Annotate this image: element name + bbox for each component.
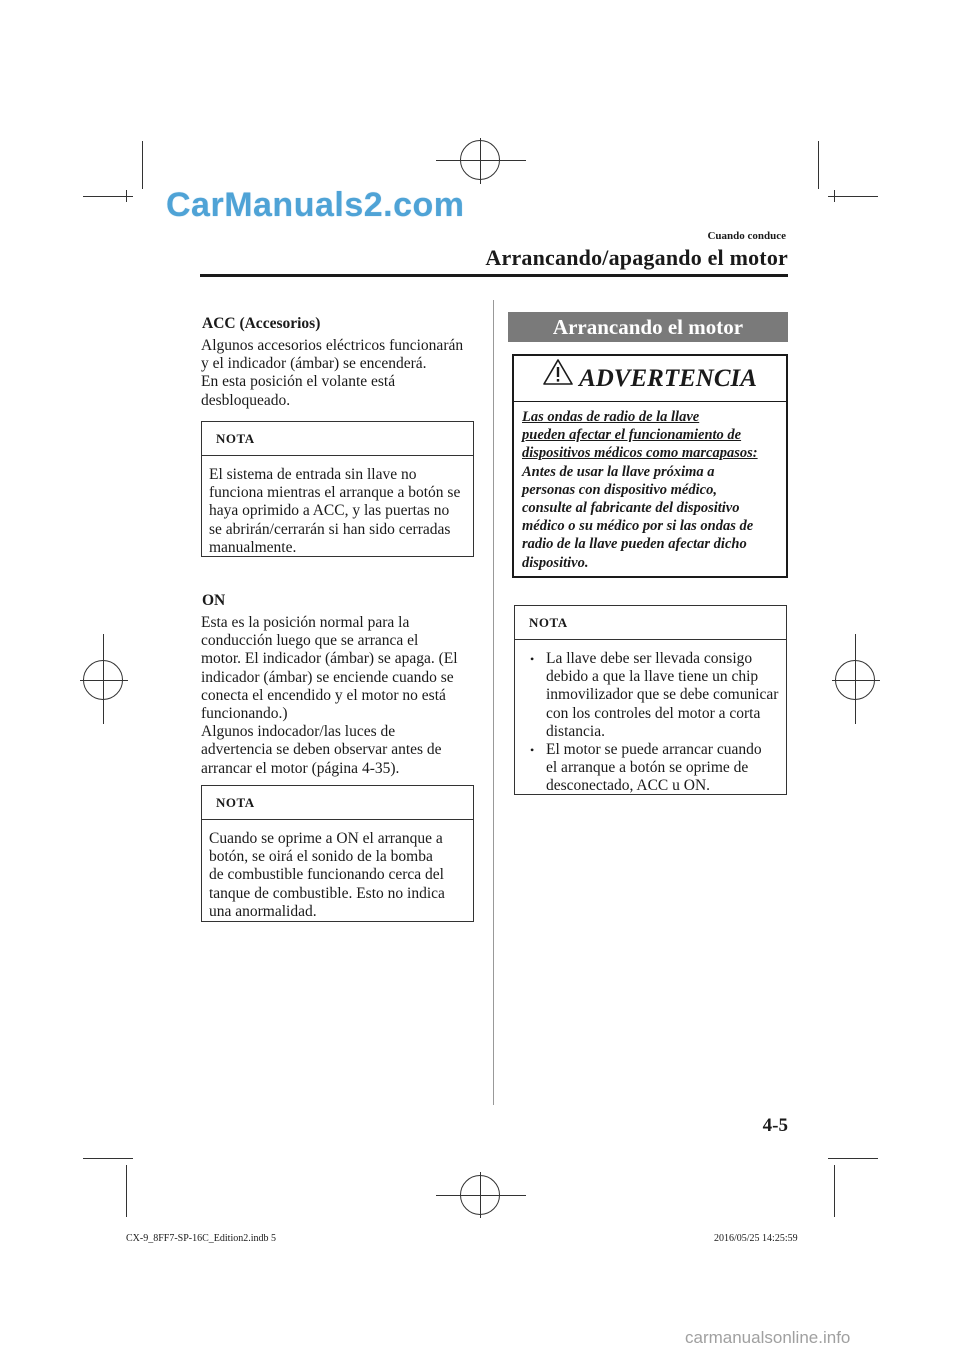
note-line: distancia. <box>546 722 605 740</box>
column-divider <box>493 300 494 1105</box>
acc-line: Algunos accesorios eléctricos funcionarán <box>201 337 464 354</box>
warning-line: médico o su médico por si las ondas de <box>522 518 754 535</box>
note-box-acc <box>201 421 474 557</box>
note-bullet-list <box>522 650 779 796</box>
acc-line: y el indicador (ámbar) se encenderá. <box>201 355 427 373</box>
section-title: Arrancando/apagando el motor <box>485 245 788 270</box>
note-line: se abrirán/cerrarán si han sido cerradas <box>209 520 451 538</box>
note-line: de combustible funcionando cerca del <box>209 866 444 884</box>
note-title: NOTA <box>202 422 473 456</box>
note-title: NOTA <box>515 606 786 640</box>
footer-timestamp: 2016/05/25 14:25:59 <box>714 1233 798 1244</box>
warning-title: ADVERTENCIA <box>579 365 757 392</box>
warning-line: Antes de usar la llave próxima a <box>522 463 715 480</box>
warning-line: dispositivo. <box>522 554 589 571</box>
page-number: 4-5 <box>762 1115 788 1136</box>
section-subtitle: Cuando conduce <box>707 230 786 242</box>
note-line: funciona mientras el arranque a botón se <box>209 484 461 502</box>
note-body <box>515 640 786 796</box>
note-line: inmovilizador que se debe comunicar <box>546 686 779 704</box>
warning-line: dispositivos médicos como marcapasos: <box>522 445 758 462</box>
warning-line: personas con dispositivo médico, <box>522 481 717 498</box>
note-body <box>202 820 473 921</box>
on-line: conducción luego que se arranca el <box>201 632 419 650</box>
note-line: con los controles del motor a corta <box>546 704 761 722</box>
warning-header <box>514 356 786 402</box>
on-text <box>201 614 458 778</box>
note-bullet <box>522 650 779 741</box>
acc-heading: ACC (Accesorios) <box>202 315 321 332</box>
note-line: desconectado, ACC u ON. <box>546 777 711 795</box>
note-line: haya oprimido a ACC, y las puertas no <box>209 502 450 520</box>
on-line: motor. El indicador (ámbar) se apaga. (El <box>201 650 458 668</box>
on-line: conecta el encendido y el motor no está <box>201 686 446 704</box>
on-line: Esta es la posición normal para la <box>201 614 410 631</box>
warning-line: consulte al fabricante del dispositivo <box>522 500 740 517</box>
on-line: arrancar el motor (página 4-35). <box>201 759 400 777</box>
note-box-on <box>201 785 474 922</box>
on-line: indicador (ámbar) se enciende cuando se <box>201 668 454 686</box>
note-bullet <box>522 741 779 796</box>
note-line: una anormalidad. <box>209 902 317 920</box>
acc-line: desbloqueado. <box>201 391 291 409</box>
on-line: Algunos indocador/las luces de <box>201 723 396 741</box>
warning-line: Las ondas de radio de la llave <box>522 409 700 425</box>
warning-triangle-icon <box>543 355 573 400</box>
note-line: El sistema de entrada sin llave no <box>209 466 417 483</box>
footer-file: CX-9_8FF7-SP-16C_Edition2.indb 5 <box>126 1233 277 1244</box>
on-heading: ON <box>202 592 226 609</box>
acc-line: En esta posición el volante está <box>201 373 396 391</box>
acc-text <box>201 337 463 410</box>
note-line: botón, se oirá el sonido de la bomba <box>209 848 433 866</box>
warning-line: pueden afectar el funcionamiento de <box>522 427 742 444</box>
warning-line: radio de la llave pueden afectar dicho <box>522 536 747 553</box>
note-line: debido a que la llave tiene un chip <box>546 668 759 686</box>
on-line: funcionando.) <box>201 705 288 723</box>
warning-body <box>514 402 786 572</box>
watermark-top: CarManuals2.com <box>166 186 465 224</box>
note-line: el arranque a botón se oprime de <box>546 759 749 777</box>
note-body <box>202 456 473 557</box>
note-line: • La llave debe ser llevada consigo <box>546 650 753 667</box>
note-box-start <box>514 605 787 795</box>
note-line: tanque de combustible. Esto no indica <box>209 884 445 902</box>
section-banner: Arrancando el motor <box>508 312 788 342</box>
note-line: Cuando se oprime a ON el arranque a <box>209 830 443 847</box>
watermark-bottom: carmanualsonline.info <box>685 1328 851 1347</box>
note-line: • El motor se puede arrancar cuando <box>546 741 762 759</box>
on-line: advertencia se deben observar antes de <box>201 741 442 759</box>
header-rule <box>200 274 788 277</box>
note-line: manualmente. <box>209 538 297 556</box>
warning-box <box>512 354 788 578</box>
note-title: NOTA <box>202 786 473 820</box>
